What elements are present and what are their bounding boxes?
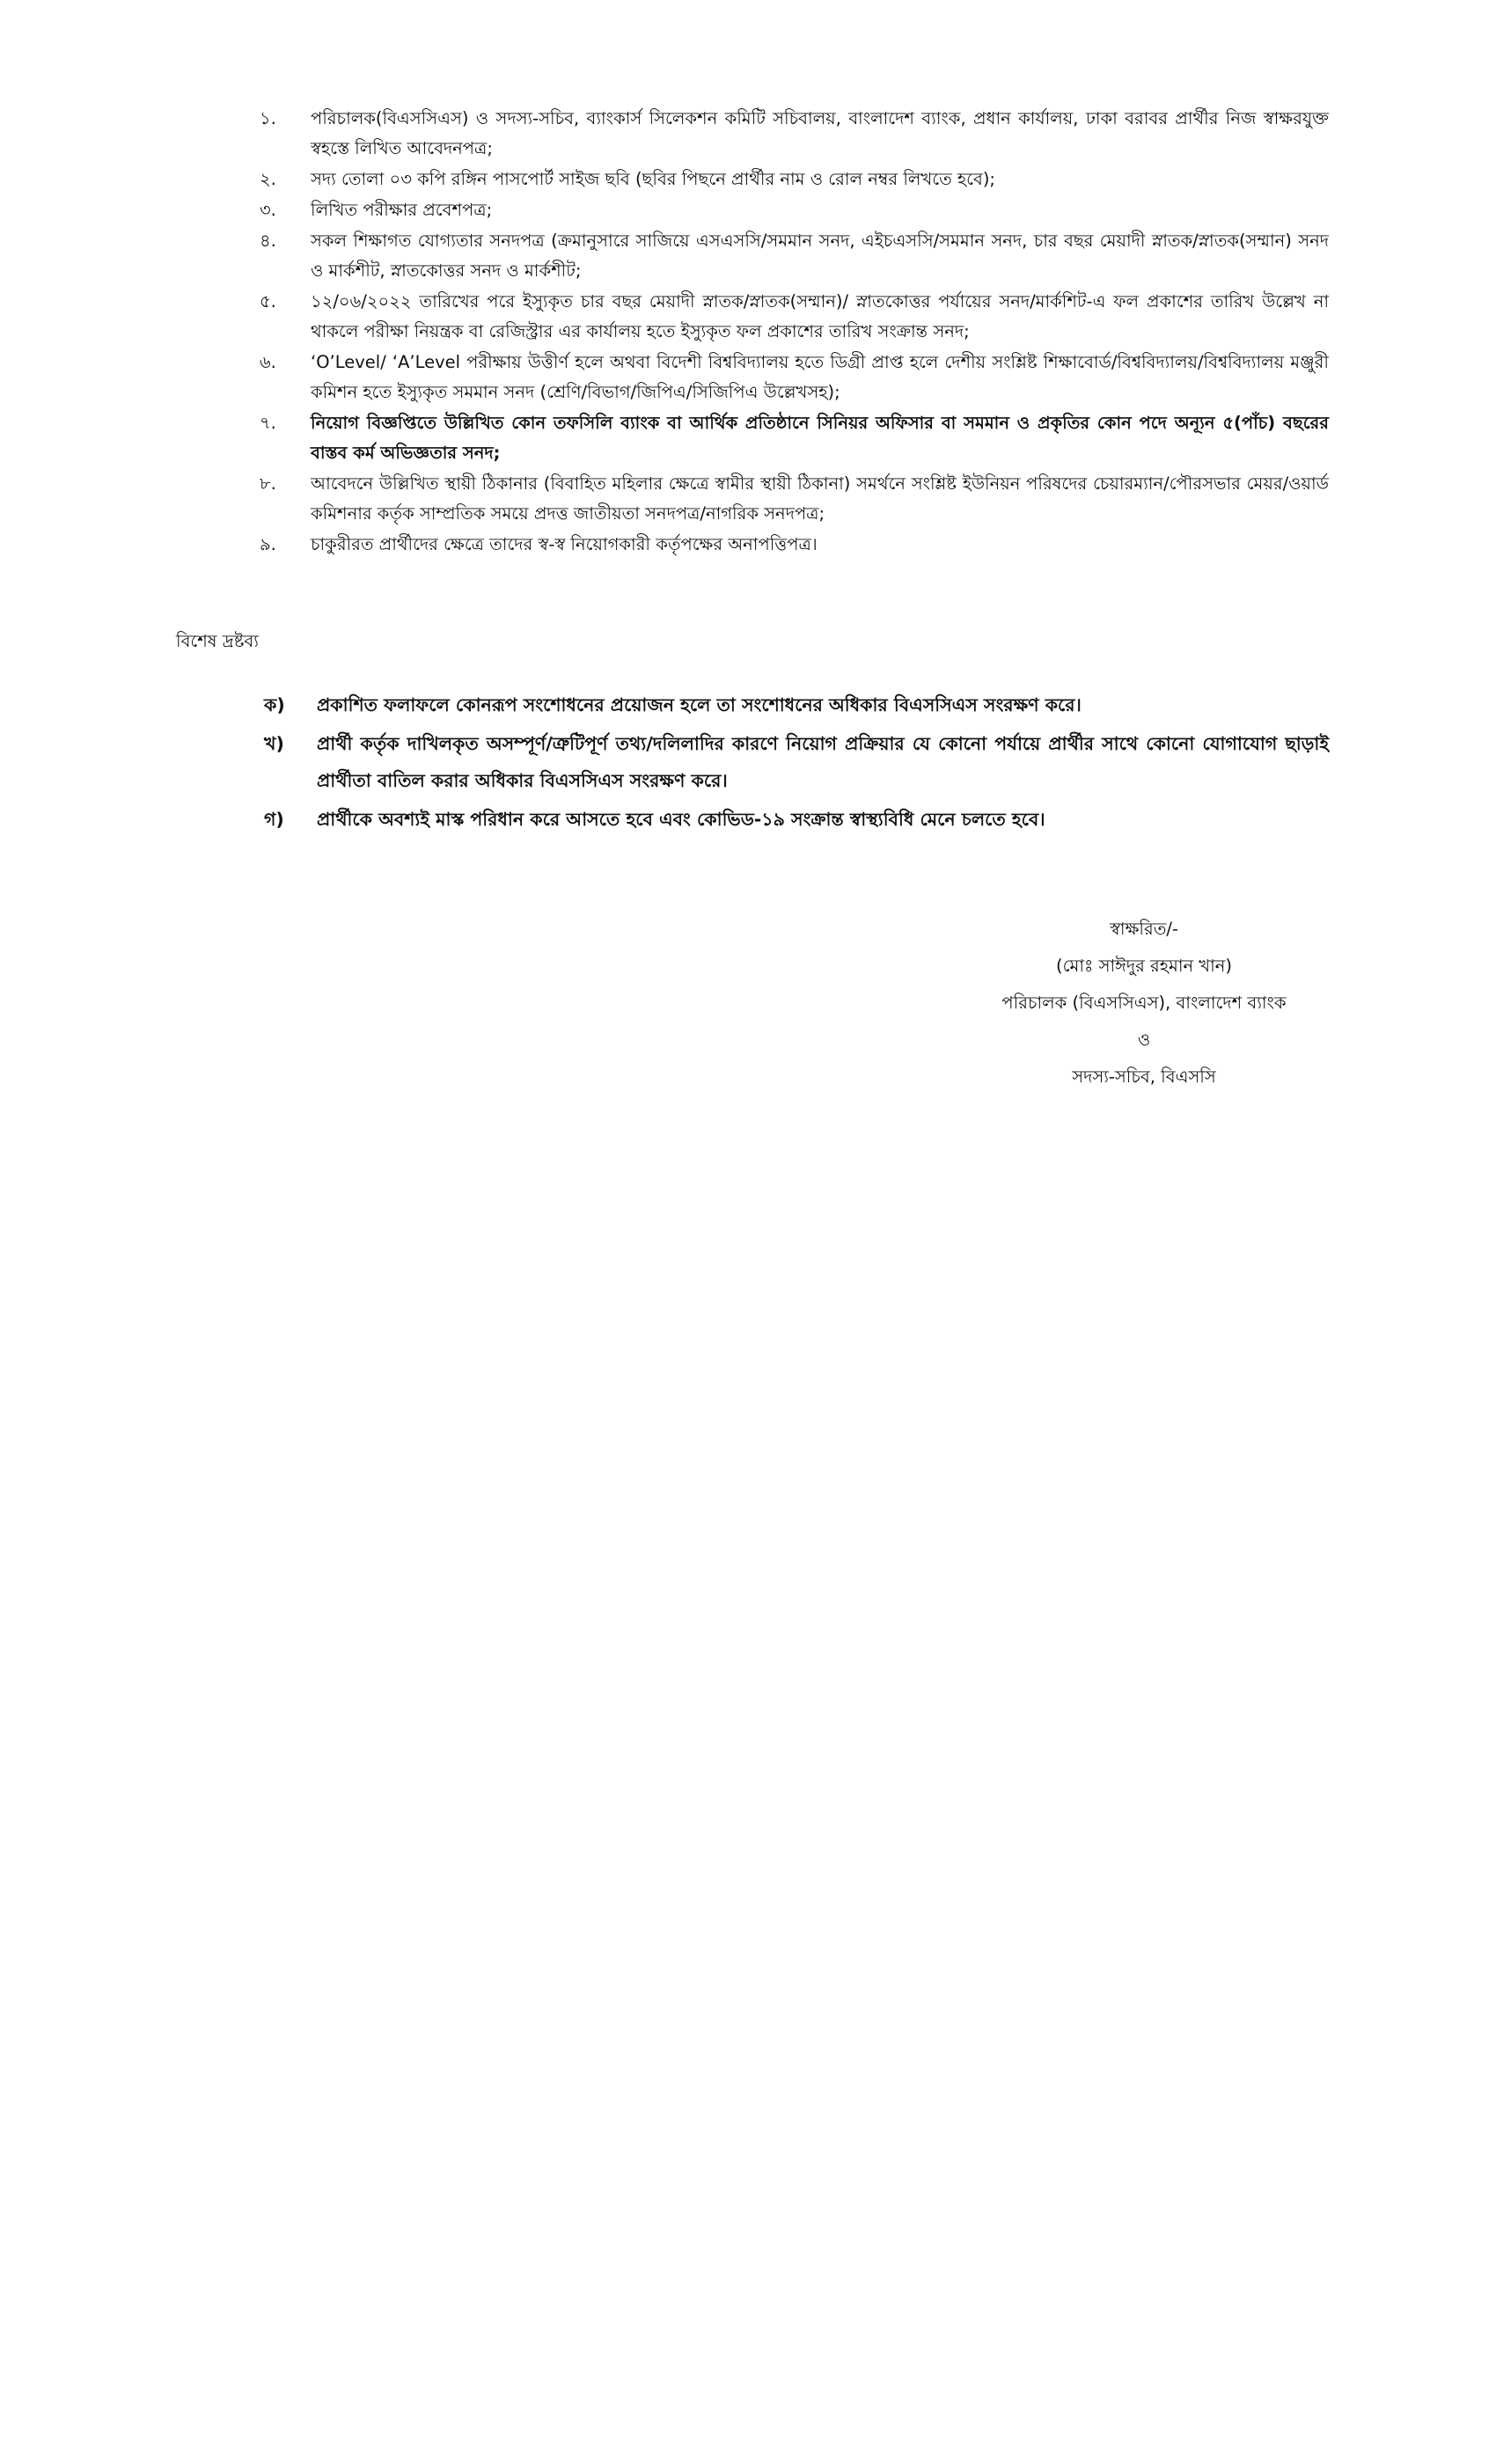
item-number: ৪. <box>260 231 276 251</box>
item-text: আবেদনে উল্লিখিত স্থায়ী ঠিকানার (বিবাহিত মহিলার ক্ষেত্রে স্বামীর স্থায়ী ঠিকানা) সমর্থনে সংশ্লিষ্ট ইউনিয়ন পরিষদের চেয়ারম্যান/পৌরসভার মেয়র/ওয়ার্ড কমিশনার কর্তৃক সাম্প্রতিক সময়ে প্রদত্ত জাতীয়তা সনদপত্র/নাগরিক সনদপত্র; <box>311 473 1329 524</box>
requirement-item <box>260 104 1329 164</box>
item-text: সদ্য তোলা ০৩ কপি রঙ্গিন পাসপোর্ট সাইজ ছবি (ছবির পিছনে প্রার্থীর নাম ও রোল নম্বর লিখতে হবে); <box>311 169 996 189</box>
item-number: ৯. <box>260 534 276 554</box>
special-note-heading: বিশেষ দ্রষ্টব্য <box>176 631 259 651</box>
special-note-item <box>264 686 1329 723</box>
item-number: ২. <box>260 169 276 189</box>
item-number: ৩. <box>260 200 276 220</box>
requirement-item <box>260 469 1329 529</box>
item-number: ৫. <box>260 291 276 312</box>
item-text: নিয়োগ বিজ্ঞপ্তিতে উল্লিখিত কোন তফসিলি ব্যাংক বা আর্থিক প্রতিষ্ঠানে সিনিয়র অফিসার বা সমমান ও প্রকৃতির কোন পদে অন্যূন ৫(পাঁচ) বছরের বাস্তব কর্ম অভিজ্ঞতার সনদ; <box>311 413 1329 463</box>
item-text: ‘O’Level/ ‘A’Level পরীক্ষায় উত্তীর্ণ হলে অথবা বিদেশী বিশ্ববিদ্যালয় হতে ডিগ্রী প্রাপ্ত হলে দেশীয় সংশ্লিষ্ট শিক্ষাবোর্ড/বিশ্ববিদ্যালয়/বিশ্ববিদ্যালয় মঞ্জুরী কমিশন হতে ইস্যুকৃত সমমান সনদ (শ্রেণি/বিভাগ/জিপিএ/সিজিপিএ উল্লেখসহ); <box>311 352 1329 402</box>
item-number: ৮. <box>260 473 276 494</box>
requirement-item <box>260 226 1329 286</box>
special-note-item <box>264 725 1329 799</box>
item-number: ৭. <box>260 413 276 433</box>
note-number: গ) <box>264 809 284 830</box>
requirement-item-experience <box>260 408 1329 468</box>
note-text: প্রার্থীকে অবশ্যই মাস্ক পরিধান করে আসতে হবে এবং কোভিড-১৯ সংক্রান্ত স্বাস্থ্যবিধি মেনে চলতে হবে। <box>317 809 1045 830</box>
signatory-conjunction: ও <box>1137 1030 1151 1050</box>
requirement-item <box>260 348 1329 407</box>
note-text: প্রার্থী কর্তৃক দাখিলকৃত অসম্পূর্ণ/ত্রুটিপূর্ণ তথ্য/দলিলাদির কারণে নিয়োগ প্রক্রিয়ার যে কোনো পর্যায়ে প্রার্থীর সাথে কোনো যোগাযোগ ছাড়াই প্রার্থীতা বাতিল করার অধিকার বিএসসিএস সংরক্ষণ করে। <box>317 733 1329 791</box>
item-number: ৬. <box>260 352 276 372</box>
signed-mark: স্বাক্ষরিত/- <box>1110 919 1178 939</box>
special-note-list <box>264 686 1329 840</box>
note-text: প্রকাশিত ফলাফলে কোনরূপ সংশোধনের প্রয়োজন হলে তা সংশোধনের অধিকার বিএসসিএস সংরক্ষণ করে। <box>317 694 1082 715</box>
signatory-designation: পরিচালক (বিএসসিএস), বাংলাদেশ ব্যাংক <box>1001 993 1287 1013</box>
requirement-item <box>260 165 1329 194</box>
note-number: খ) <box>264 733 284 754</box>
item-text: লিখিত পরীক্ষার প্রবেশপত্র; <box>311 200 493 220</box>
note-number: ক) <box>264 694 285 715</box>
item-text: চাকুরীরত প্রার্থীদের ক্ষেত্রে তাদের স্ব-স্ব নিয়োগকারী কর্তৃপক্ষের অনাপত্তিপত্র। <box>311 534 818 554</box>
item-text: ১২/০৬/২০২২ তারিখের পরে ইস্যুকৃত চার বছর মেয়াদী স্নাতক/স্নাতক(সম্মান)/ স্নাতকোত্তর পর্যায়ের সনদ/মার্কশিট-এ ফল প্রকাশের তারিখ উল্লেখ না থাকলে পরীক্ষা নিয়ন্ত্রক বা রেজিস্ট্রার এর কার্যালয় হতে ইস্যুকৃত ফল প্রকাশের তারিখ সংক্রান্ত সনদ; <box>311 291 1329 341</box>
required-documents-list <box>260 104 1329 561</box>
requirement-item <box>260 530 1329 560</box>
signatory-name: (মোঃ সাঈদুর রহমান খান) <box>1055 956 1233 976</box>
signature-block <box>915 911 1373 1096</box>
item-text: পরিচালক(বিএসসিএস) ও সদস্য-সচিব, ব্যাংকার্স সিলেকশন কমিটি সচিবালয়, বাংলাদেশ ব্যাংক, প্রধান কার্যালয়, ঢাকা বরাবর প্রার্থীর নিজ স্বাক্ষরযুক্ত স্বহস্তে লিখিত আবেদনপত্র; <box>311 108 1329 158</box>
requirement-item <box>260 287 1329 347</box>
item-number: ১. <box>260 108 276 128</box>
requirement-item <box>260 195 1329 225</box>
special-note-item <box>264 801 1329 838</box>
item-text: সকল শিক্ষাগত যোগ্যতার সনদপত্র (ক্রমানুসারে সাজিয়ে এসএসসি/সমমান সনদ, এইচএসসি/সমমান সনদ, চার বছর মেয়াদী স্নাতক/স্নাতক(সম্মান) সনদ ও মার্কশীট, স্নাতকোত্তর সনদ ও মার্কশীট; <box>311 231 1329 281</box>
signatory-role: সদস্য-সচিব, বিএসসি <box>1072 1067 1216 1087</box>
